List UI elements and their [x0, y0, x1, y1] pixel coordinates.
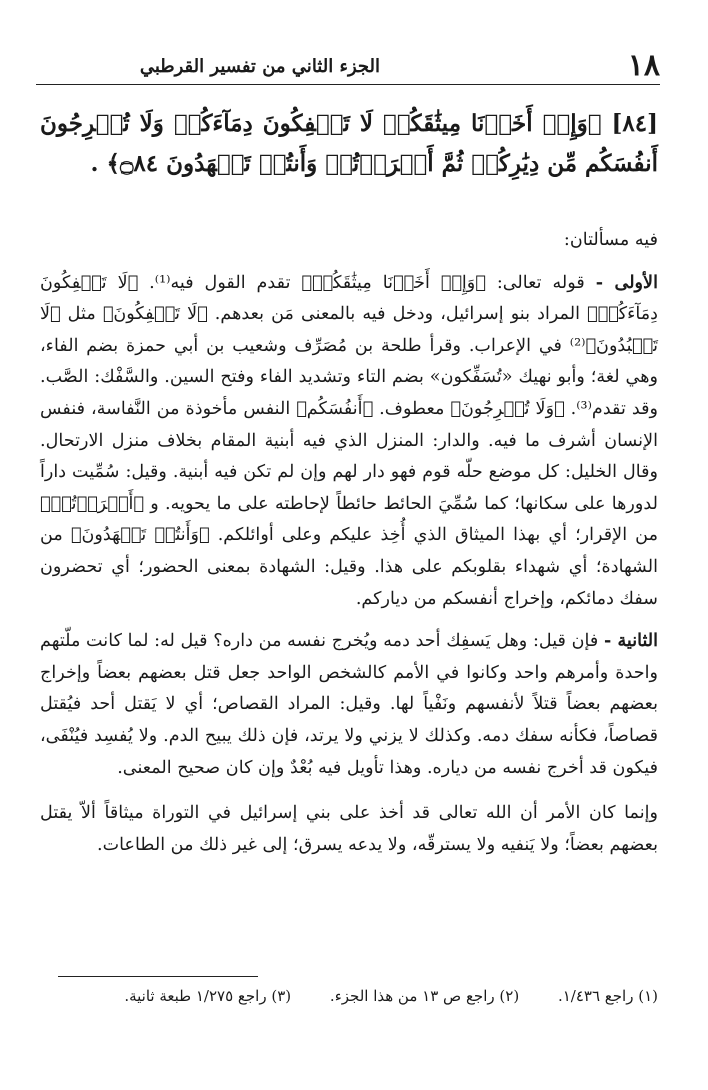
intro-line: فيه مسألتان: — [563, 230, 658, 250]
footnote-3: (٣) راجع ١/٢٧٥ طبعة ثانية. — [124, 987, 292, 1005]
paragraph-second-issue — [40, 625, 658, 784]
page-header — [36, 50, 660, 85]
commentary-body — [40, 225, 658, 861]
second-issue-text: فإن قيل: وهل يَسفِك أحد دمه ويُخرج نفسه من داره؟ قيل له: لما كانت ملّتهم واحدة وأمرهم واحد وكانوا في الأمم كالشخص الواحد جعل قتل بعضهم بعضاً وإخراج بعضهم بعضاً قتلاً لأنفسهم ونَفْياً لها. وقيل: المراد القصاص؛ أي لا يَقتل أحد فيُقتل قصاصاً، فكأنه سفك دمه. وكذلك لا يزني ولا يرتد، فإن ذلك يبيح الدم. ولا يُفسِد فيُنْفَى، فيكون قد أخرج نفسه من دياره. وهذا تأويل فيه بُعْدٌ وإن كان صحيح المعنى. — [40, 631, 658, 778]
paragraph-first-issue — [40, 267, 658, 616]
footnotes — [40, 987, 658, 1005]
footnote-2: (٢) راجع ص ١٣ من هذا الجزء. — [329, 987, 520, 1005]
verse-text: ﴿وَإِذۡ أَخَذۡنَا مِيثَٰقَكُمۡ لَا تَسۡفِكُونَ دِمَآءَكُمۡ وَلَا تُخۡرِجُونَ أَنفُسَكُم مِّن دِيَٰرِكُمۡ ثُمَّ أَقۡرَرۡتُمۡ وَأَنتُمۡ تَشۡهَدُونَ ۝٨٤﴾ . — [40, 110, 658, 177]
second-issue-heading: الثانية - — [603, 630, 659, 652]
first-issue-text: قوله تعالى: ﴿وَإِذۡ أَخَذۡنَا مِيثَٰقَكُمۡ﴾ تقدم القول فيه⁽¹⁾. ﴿لَا تَسۡفِكُونَ دِمَآءَكُمۡ﴾ المراد بنو إسرائيل، ودخل فيه بالمعنى مَن بعدهم. ﴿لَا تَسۡفِكُونَ﴾ مثل ﴿لَا تَعۡبُدُونَ﴾⁽²⁾ في الإعراب. وقرأ طلحة بن مُصَرِّف وشعيب بن أبي حمزة بضم الفاء، وهي لغة؛ وأبو نهيك «تُسَفِّكون» بضم التاء وتشديد الفاء وفتح السين. والسَّفْك: الصَّب. وقد تقدم⁽³⁾. ﴿وَلَا تُخۡرِجُونَ﴾ معطوف. ﴿أَنفُسَكُم﴾ النفس مأخوذة من النَّفاسة، فنفس الإنسان أشرف ما فيه. والدار: المنزل الذي فيه أبنية المقام بخلاف منزل الارتحال. وقال الخليل: كل موضع حلّه قوم فهو دار لهم وإن لم تكن فيه أبنية. وقيل: سُمِّيت داراً لدورها على سكانها؛ كما سُمِّيَ الحائط حائطاً لإحاطته على ما يحويه. و ﴿أَقۡرَرۡتُمۡ﴾ من الإقرار؛ أي بهذا الميثاق الذي أُخِذ عليكم وعلى أوائلكم. ﴿وَأَنتُمۡ تَشۡهَدُونَ﴾ من الشهادة؛ أي شهداء بقلوبكم على هذا. وقيل: الشهادة بمعنى الحضور؛ أي تحضرون سفك دمائكم، وإخراج أنفسكم من دياركم. — [40, 272, 658, 609]
running-title: الجزء الثاني من تفسير القرطبي — [139, 56, 380, 77]
first-issue-heading: الأولى - — [595, 271, 658, 293]
paragraph-conclusion: وإنما كان الأمر أن الله تعالى قد أخذ على بني إسرائيل في التوراة ميثاقاً ألاّ يقتل بعضهم بعضاً؛ ولا يَنفيه ولا يسترقّه، ولا يدعه يسرق؛ إلى غير ذلك من الطاعات. — [40, 803, 658, 855]
page-number: ١٨ — [627, 48, 660, 83]
footnote-divider — [58, 976, 258, 977]
verse-number: [٨٤] — [611, 110, 658, 137]
footnote-1: (١) راجع ١/٤٣٦. — [557, 987, 658, 1005]
quran-verse — [40, 104, 658, 184]
